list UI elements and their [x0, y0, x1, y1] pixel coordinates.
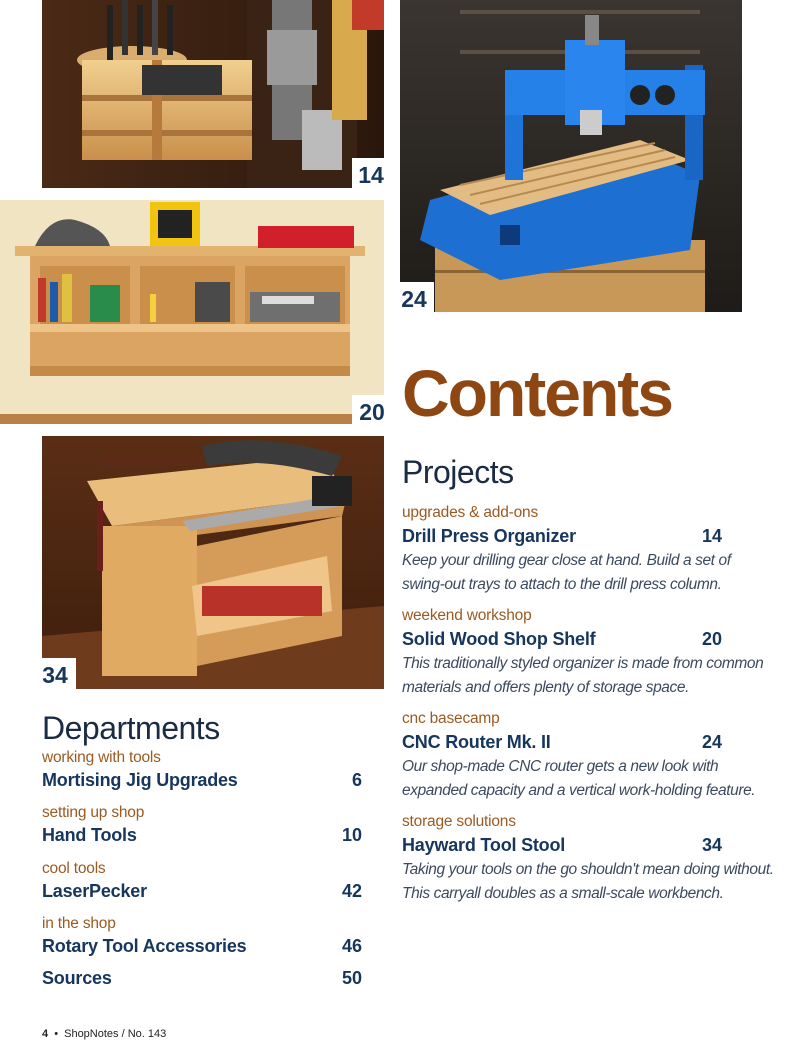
footer-bullet: • — [54, 1028, 59, 1040]
project-page-number[interactable]: 34 — [701, 835, 722, 855]
project-page-number[interactable]: 14 — [701, 526, 722, 546]
project-category: cnc basecamp — [402, 710, 500, 727]
page-badge-shelf: 20 — [352, 395, 392, 431]
footer-magazine: ShopNotes / No. 143 — [64, 1028, 167, 1040]
project-title[interactable]: Drill Press Organizer — [402, 526, 576, 546]
drill-press-organizer-photo — [42, 0, 384, 188]
projects-heading: Projects — [402, 454, 514, 490]
project-description: Keep your drilling gear close at hand. Build a set of — [402, 552, 731, 569]
project-category: weekend workshop — [402, 607, 532, 624]
department-title[interactable]: Mortising Jig Upgrades — [42, 770, 238, 790]
project-description: Taking your tools on the go shouldn't mean doing without. — [402, 861, 774, 878]
tool-stool-photo — [42, 436, 384, 689]
project-page-number[interactable]: 20 — [701, 629, 722, 649]
department-page-number[interactable]: 10 — [341, 825, 362, 845]
project-description: This traditionally styled organizer is made from common — [402, 655, 764, 672]
project-category: storage solutions — [402, 813, 516, 830]
department-category: setting up shop — [42, 804, 145, 821]
page-badge-drill: 14 — [352, 158, 390, 194]
page-badge-stool: 34 — [34, 658, 76, 694]
shop-shelf-photo — [0, 200, 384, 424]
project-title[interactable]: Hayward Tool Stool — [402, 835, 566, 855]
project-description: expanded capacity and a vertical work-holding feature. — [402, 782, 756, 799]
department-category: in the shop — [42, 915, 116, 932]
project-page-number[interactable]: 24 — [701, 732, 722, 752]
project-description: Our shop-made CNC router gets a new look with — [402, 758, 719, 775]
department-title[interactable]: Sources — [42, 968, 112, 988]
page-footer — [42, 1028, 166, 1040]
project-description: swing-out trays to attach to the drill press column. — [402, 576, 722, 593]
department-page-number[interactable]: 42 — [341, 881, 362, 901]
department-page-number[interactable]: 50 — [341, 968, 362, 988]
department-category: working with tools — [42, 749, 161, 766]
departments-heading: Departments — [42, 710, 220, 746]
department-page-number[interactable]: 6 — [351, 770, 362, 790]
project-category: upgrades & add-ons — [402, 504, 538, 521]
project-description: materials and offers plenty of storage space. — [402, 679, 689, 696]
project-description: This carryall doubles as a small-scale workbench. — [402, 885, 724, 902]
cnc-router-photo — [400, 0, 742, 312]
department-category: cool tools — [42, 860, 106, 877]
page-title: Contents — [402, 356, 672, 430]
department-page-number[interactable]: 46 — [341, 936, 362, 956]
department-title[interactable]: Rotary Tool Accessories — [42, 936, 247, 956]
department-title[interactable]: Hand Tools — [42, 825, 137, 845]
page-badge-cnc: 24 — [394, 282, 434, 318]
project-title[interactable]: CNC Router Mk. II — [402, 732, 551, 752]
department-title[interactable]: LaserPecker — [42, 881, 147, 901]
footer-page-number: 4 — [42, 1028, 49, 1040]
project-title[interactable]: Solid Wood Shop Shelf — [402, 629, 596, 649]
